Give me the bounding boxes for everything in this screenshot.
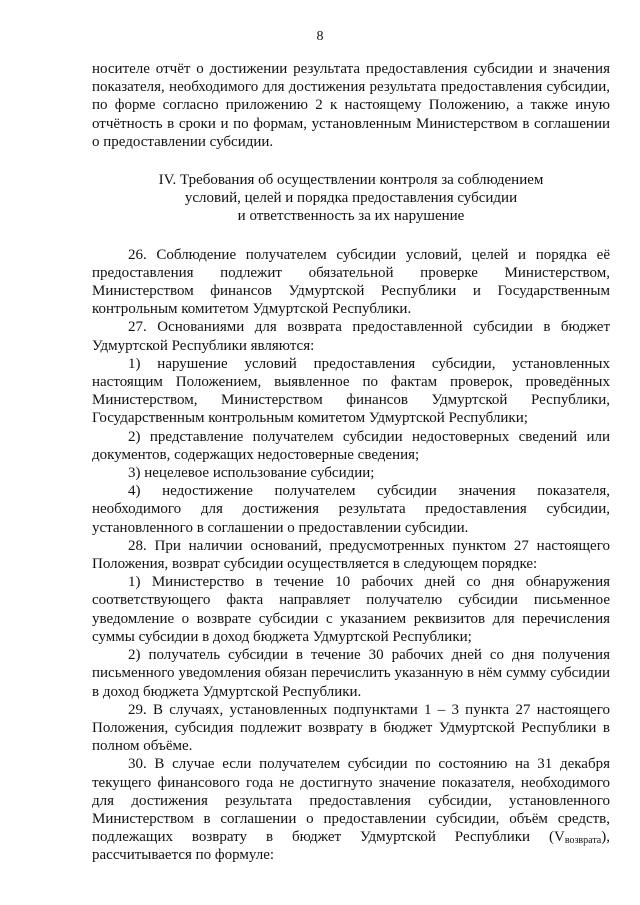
paragraph-28-item-2: 2) получатель субсидии в течение 30 рабочих дней со дня получения письменного уведомления обязан перечислить указанную в нём сумму субсидии в доход бюджета Удмуртской Республики.: [92, 647, 610, 700]
section-heading-line-2: условий, целей и порядка предоставления субсидии: [184, 190, 518, 207]
paragraph-30: [92, 755, 610, 864]
paragraph-30-text: 30. В случае если получателем субсидии по состоянию на 31 декабря текущего финансового года не достигнуто значение показателя, необходимого для достижения результата предоставления субсидии, установленного Министерством в соглашении о предоставлении субсидии, объём средств, подлежащих возврату в бюджет Удмуртской Республики (V: [92, 756, 610, 846]
intro-paragraph: носителе отчёт о достижении результата предоставления субсидии и значения показателя, необходимого для достижения результата предоставления субсидии, по форме согласно приложению 2 к настоящему Положению, а также иную отчётность в сроки и по формам, установленным Министерством в соглашении о предоставлении субсидии.: [92, 61, 610, 150]
section-heading-line-1: IV. Требования об осуществлении контроля за соблюдением: [158, 172, 544, 189]
volume-return-subscript: возврата: [564, 835, 602, 847]
paragraph-27-item-4: 4) недостижение получателем субсидии значения показателя, необходимого для достижения результата предоставления субсидии, установленного в соглашении о предоставлении субсидии.: [92, 483, 610, 536]
paragraph-27-item-2: 2) представление получателем субсидии недостоверных сведений или документов, содержащих недостоверные сведения;: [92, 428, 610, 463]
paragraph-28-item-1: 1) Министерство в течение 10 рабочих дней со дня обнаружения соответствующего факта направляет получателю субсидии письменное уведомление о возврате субсидии с указанием реквизитов для перечисления суммы субсидии в доход бюджета Удмуртской Республики;: [92, 574, 610, 645]
paragraph-27: 27. Основаниями для возврата предоставленной субсидии в бюджет Удмуртской Республики являются:: [92, 319, 610, 354]
paragraph-30-tail: ), рассчитывается по формуле:: [92, 829, 610, 864]
document-body: [92, 60, 610, 865]
paragraph-29: 29. В случаях, установленных подпунктами 1 – 3 пункта 27 настоящего Положения, субсидия подлежит возврату в бюджет Удмуртской Республики в полном объёме.: [92, 701, 610, 755]
page-number: 8: [316, 29, 324, 44]
paragraph-28: 28. При наличии оснований, предусмотренных пунктом 27 настоящего Положения, возврат субсидии осуществляется в следующем порядке:: [92, 537, 610, 573]
section-heading-line-3: и ответственность за их нарушение: [237, 208, 465, 225]
paragraph-27-item-1: 1) нарушение условий предоставления субсидии, установленных настоящим Положением, выявленное по фактам проверок, проведённых Министерством, Министерством финансов Удмуртской Республики, Государственным контрольным комитетом Удмуртской Республики;: [92, 355, 610, 427]
paragraph-26: 26. Соблюдение получателем субсидии условий, целей и порядка её предоставления подлежит обязательной проверке Министерством, Министерством финансов Удмуртской Республики и Государственным контрольным комитетом Удмуртской Республики.: [92, 246, 610, 318]
paragraph-27-item-3: 3) нецелевое использование субсидии;: [128, 465, 375, 482]
